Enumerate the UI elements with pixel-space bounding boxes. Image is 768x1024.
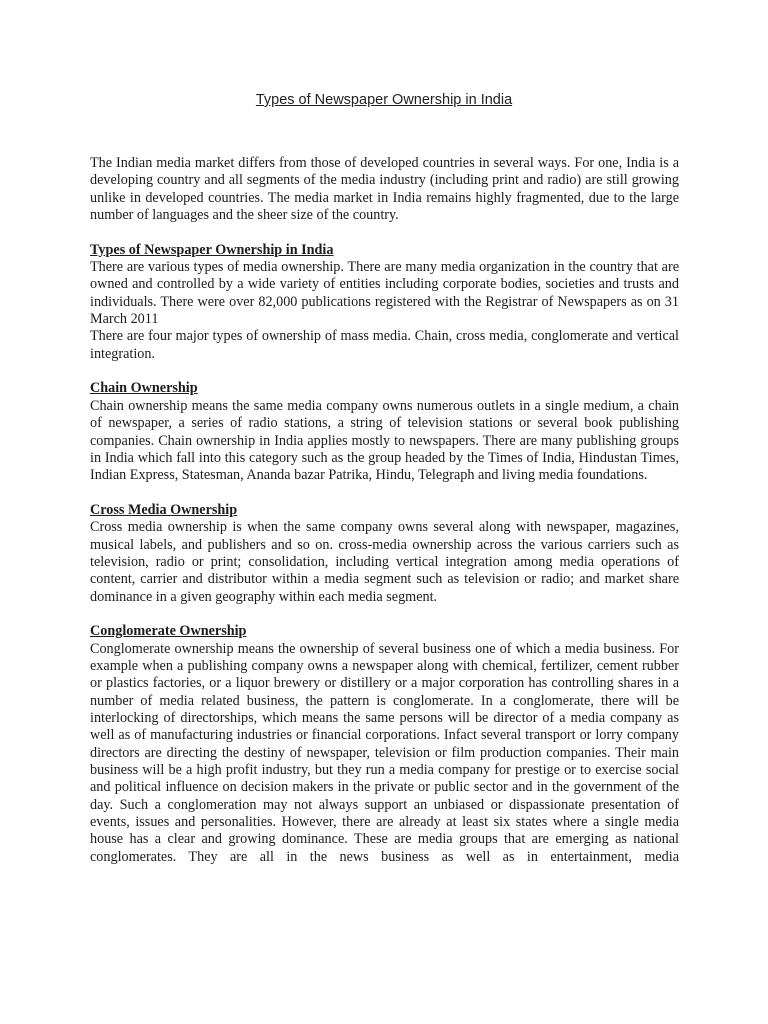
document-body [90,155,679,866]
section-types-paragraph-1: There are various types of media ownership. There are many media organization in the country that are owned and controlled by a wide variety of entities including corporate bodies, societies and trusts and individuals. There were over 82,000 publications registered with the Registrar of Newspapers as on 31 March 2011 [90,259,679,328]
intro-paragraph: The Indian media market differs from those of developed countries in several ways. For one, India is a developing country and all segments of the media industry (including print and radio) are still growing unlike in developed countries. The media market in India remains highly fragmented, due to the large number of languages and the sheer size of the country. [90,155,679,224]
spacer [90,606,679,623]
section-types-paragraph-2: There are four major types of ownership of mass media. Chain, cross media, conglomerate and vertical integration. [90,328,679,362]
section-heading-conglomerate: Conglomerate Ownership [90,623,247,640]
section-conglomerate-paragraph: Conglomerate ownership means the ownership of several business one of which a media business. For example when a publishing company owns a newspaper along with chemical, fertilizer, cement rubber or plastics factories, or a liquor brewery or distillery or a major corporation has controlling shares in a number of media related business, the pattern is conglomerate. In a conglomerate, there will be interlocking of directorships, which means the same persons will be director of a media company as well as of manufacturing industries or financial corporations. Infact several transport or lorry company directors are directing the destiny of newspaper, television or film production companies. Their main business will be a high profit industry, but they run a media company for prestige or to exercise social and political influence on decision makers in the private or public sector and in the government of the day. Such a conglomeration may not always support an unbiased or dispassionate presentation of events, issues and personalities. However, there are already at least six states where a single media house has a clear and growing dominance. These are media groups that are emerging as national conglomerates. They are all in the news business as well as in entertainment, media [90,640,679,865]
spacer [90,224,679,241]
section-heading-cross-media: Cross Media Ownership [90,501,238,518]
section-cross-media-paragraph: Cross media ownership is when the same company owns several along with newspaper, magazines, musical labels, and publishers and so on. cross-media ownership across the various carriers such as television, radio or print; consolidation, including vertical integration among media operations of content, carrier and distributor within a media segment such as television or radio; and market share dominance in a given geography within each media segment. [90,519,679,605]
spacer [90,363,679,380]
spacer [90,485,679,502]
document-title: Types of Newspaper Ownership in India [255,92,513,108]
section-chain-paragraph: Chain ownership means the same media company owns numerous outlets in a single medium, a chain of newspaper, a series of radio stations, a string of television stations or several book publishing companies. Chain ownership in India applies mostly to newspapers. There are many publishing groups in India which fall into this category such as the group headed by the Times of India, Hindustan Times, Indian Express, Statesman, Ananda bazar Patrika, Hindu, Telegraph and living media foundations. [90,397,679,484]
section-heading-types: Types of Newspaper Ownership in India [90,241,334,258]
section-heading-chain: Chain Ownership [90,380,198,397]
